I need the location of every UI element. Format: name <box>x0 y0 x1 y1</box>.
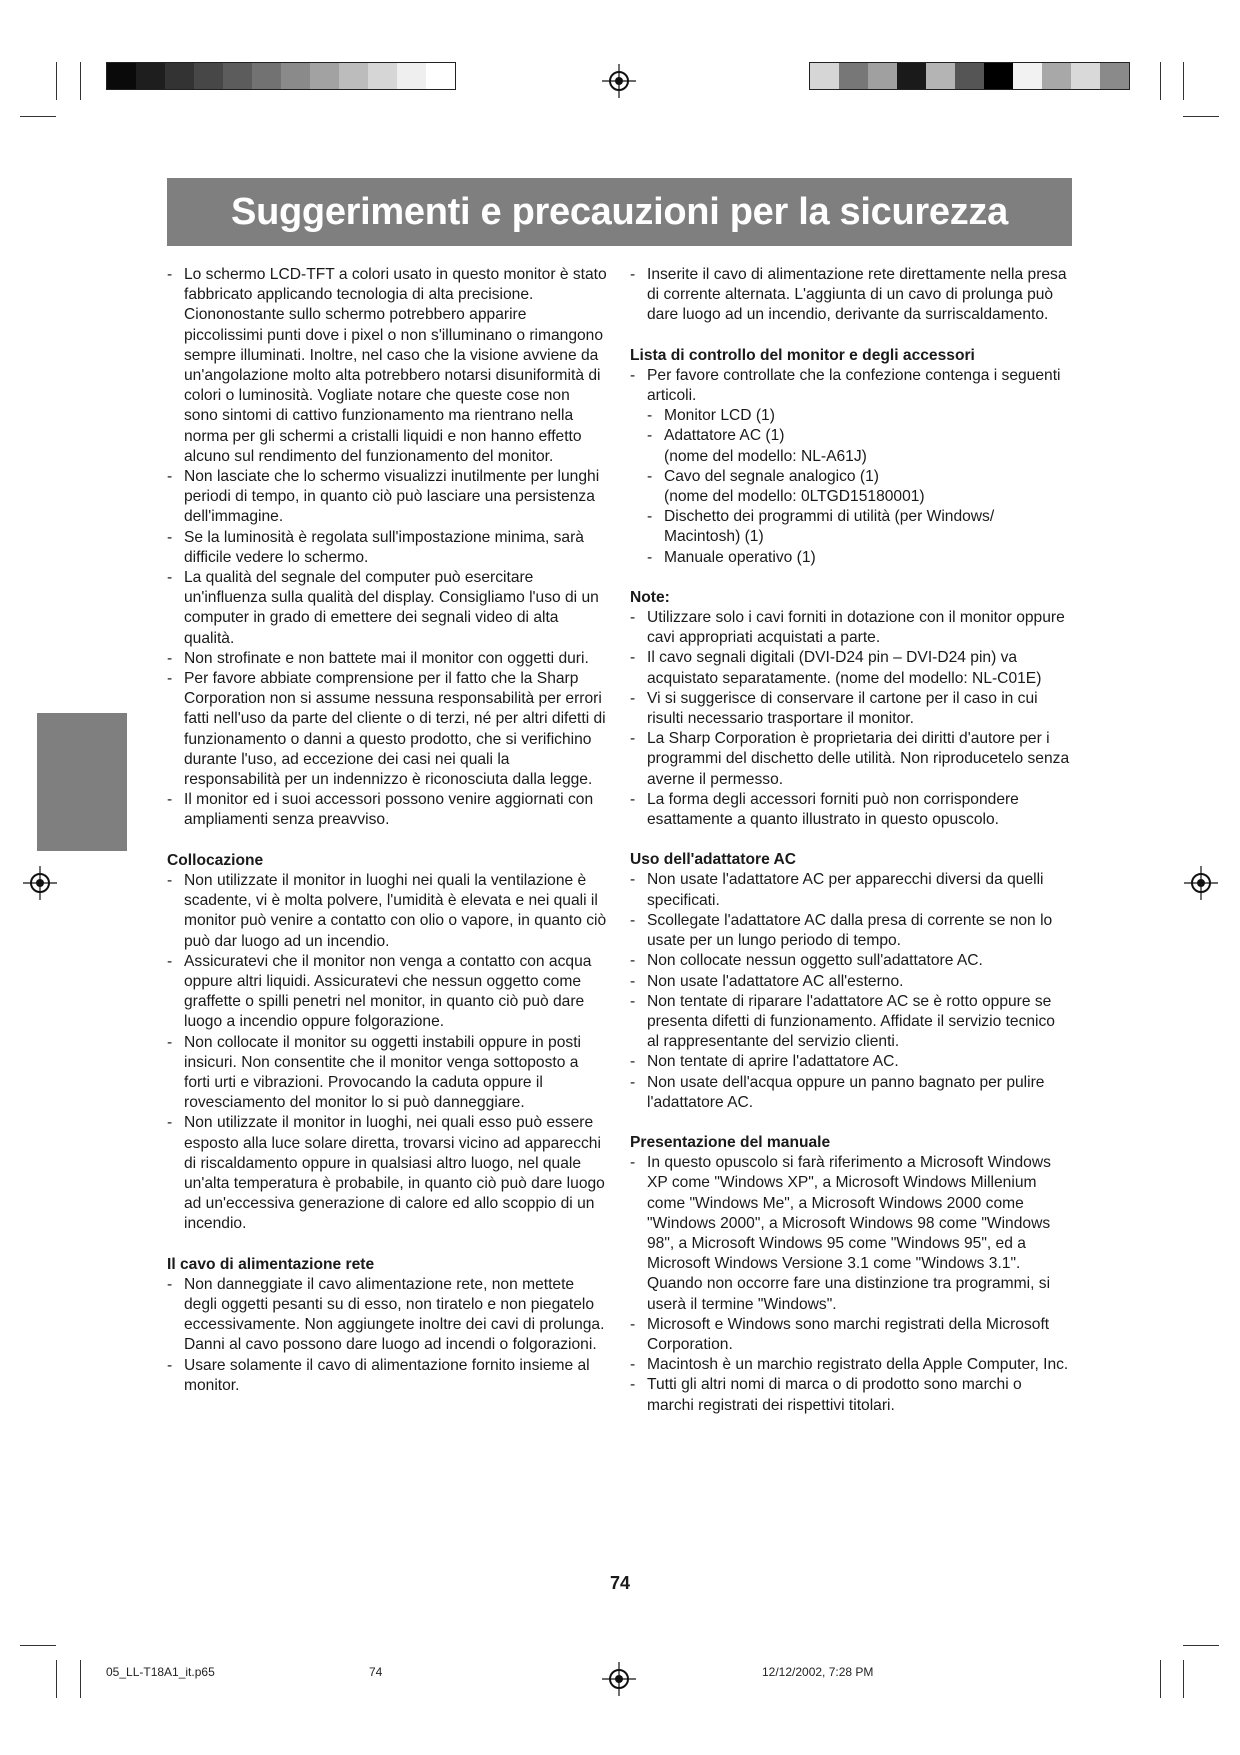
list-item: - Macintosh è un marchio registrato della Apple Computer, Inc. <box>630 1355 1070 1375</box>
title-bar <box>167 178 1072 246</box>
footer-timestamp: 12/12/2002, 7:28 PM <box>762 1665 874 1679</box>
crop-mark <box>56 62 57 100</box>
section-heading-cavo: Il cavo di alimentazione rete <box>167 1255 375 1273</box>
list-item: - Non collocate nessun oggetto sull'adattatore AC. <box>630 951 1070 971</box>
list-item: - Non tentate di riparare l'adattatore AC se è rotto oppure se presenta difetti di funzionamento. Affidate il servizio tecnico al rappresentante del servizio clienti. <box>630 992 1070 1053</box>
list-item: - Per favore abbiate comprensione per il fatto che la Sharp Corporation non si assume nessuna responsabilità per errori fatti nell'uso da parte del cliente o di terzi, né per altri difetti di funzionamento o danni a questo prodotto, che si verifichino durante l'uso, ad eccezione dei casi nei quali la responsabilità per un indennizzo è riconosciuta dalla legge. <box>167 669 607 790</box>
list-item: - Tutti gli altri nomi di marca o di prodotto sono marchi o marchi registrati dei rispettivi titolari. <box>630 1375 1070 1415</box>
intro-list <box>630 265 1070 326</box>
checklist-item-note: (nome del modello: NL-A61J) <box>664 447 867 465</box>
checklist-item-label: Monitor LCD (1) <box>664 407 775 425</box>
calibration-swatch <box>897 63 926 89</box>
list-item: - Se la luminosità è regolata sull'impostazione minima, sarà difficile vedere lo schermo. <box>167 528 607 568</box>
registration-mark-icon <box>1184 866 1218 900</box>
checklist-items <box>647 406 1070 568</box>
crop-mark <box>1183 1645 1219 1646</box>
list-item: - Non strofinate e non battete mai il monitor con oggetti duri. <box>167 649 607 669</box>
checklist-item-note: (nome del modello: 0LTGD15180001) <box>664 488 925 506</box>
list-item: - Usare solamente il cavo di alimentazione fornito insieme al monitor. <box>167 1356 607 1396</box>
list-item: - La Sharp Corporation è proprietaria dei diritti d'autore per i programmi del dischetto delle utilità. Non riproducetelo senza averne il permesso. <box>630 729 1070 790</box>
calibration-bar-right <box>809 62 1130 90</box>
calibration-swatch <box>281 63 310 89</box>
intro-list <box>167 265 607 831</box>
calibration-swatch <box>1013 63 1042 89</box>
calibration-swatch <box>868 63 897 89</box>
calibration-swatch <box>426 63 455 89</box>
list-item: - Non usate l'adattatore AC per apparecchi diversi da quelli specificati. <box>630 870 1070 910</box>
presentazione-list <box>630 1153 1070 1416</box>
page-title: Suggerimenti e precauzioni per la sicurezza <box>231 190 1008 233</box>
list-item: - In questo opuscolo si farà riferimento a Microsoft Windows XP come "Windows XP", a Microsoft Windows Millenium come "Windows Me", a Microsoft Windows 2000 come "Windows 2000", a Microsoft Windows 98 come "Windows 98", a Microsoft Windows 95 come "Windows 95", ed a Microsoft Windows Versione 3.1 come "Windows 3.1". Quando non occorre fare una distinzione tra programmi, si userà il termine "Windows". <box>630 1153 1070 1315</box>
list-item: - Il cavo segnali digitali (DVI-D24 pin – DVI-D24 pin) va acquistato separatamente. (nome del modello: NL-C01E) <box>630 648 1070 688</box>
calibration-swatch <box>955 63 984 89</box>
crop-mark <box>80 1660 81 1698</box>
crop-mark <box>1183 116 1219 117</box>
checklist-item <box>647 467 1070 507</box>
calibration-swatch <box>1042 63 1071 89</box>
list-item: - Assicuratevi che il monitor non venga a contatto con acqua oppure altri liquidi. Assicuratevi che nessun oggetto come graffette o spilli penetri nel monitor, in quanto ciò può dare luogo a incendio oppure folgorazione. <box>167 952 607 1033</box>
crop-mark <box>20 116 56 117</box>
side-tab-marker <box>37 713 127 851</box>
list-item: - La forma degli accessori forniti può non corrispondere esattamente a quanto illustrato in questo opuscolo. <box>630 790 1070 830</box>
list-item: - Non utilizzate il monitor in luoghi nei quali la ventilazione è scadente, vi è molta polvere, l'umidità è elevata e nei quali il monitor può venire a contatto con olio o vapore, in quanto ciò può dar luogo ad un incendio. <box>167 871 607 952</box>
calibration-swatch <box>397 63 426 89</box>
list-item <box>630 366 1070 568</box>
checklist-item-label: Adattatore AC (1) <box>664 427 785 445</box>
checklist-list <box>630 366 1070 568</box>
list-item: - Non usate dell'acqua oppure un panno bagnato per pulire l'adattatore AC. <box>630 1073 1070 1113</box>
section-heading-checklist: Lista di controllo del monitor e degli accessori <box>630 346 975 364</box>
calibration-swatch <box>194 63 223 89</box>
checklist-item-label: Cavo del segnale analogico (1) <box>664 467 879 485</box>
right-column <box>630 265 1070 1416</box>
registration-mark-icon <box>602 1662 636 1696</box>
checklist-item <box>647 406 1070 426</box>
list-item: - La qualità del segnale del computer può esercitare un'influenza sulla qualità del display. Consigliamo l'uso di un computer in grado di emettere dei segnali video di alta qualità. <box>167 568 607 649</box>
list-item: - Non usate l'adattatore AC all'esterno. <box>630 972 1070 992</box>
collocazione-list <box>167 871 607 1235</box>
list-item: - Il monitor ed i suoi accessori possono venire aggiornati con ampliamenti senza preavviso. <box>167 790 607 830</box>
registration-mark-icon <box>602 64 636 98</box>
list-item: - Non danneggiate il cavo alimentazione rete, non mettete degli oggetti pesanti su di esso, non tiratelo e non piegatelo eccessivamente. Non aggiungete inoltre dei cavi di prolunga. Danni al cavo possono dare luogo ad incendi o folgorazioni. <box>167 1275 607 1356</box>
calibration-swatch <box>223 63 252 89</box>
list-item: - Vi si suggerisce di conservare il cartone per il caso in cui risulti necessario trasportare il monitor. <box>630 689 1070 729</box>
checklist-item <box>647 548 1070 568</box>
list-item: - Non lasciate che lo schermo visualizzi inutilmente per lunghi periodi di tempo, in quanto ciò può lasciare una persistenza dell'immagine. <box>167 467 607 528</box>
footer-file: 05_LL-T18A1_it.p65 <box>106 1665 215 1679</box>
calibration-swatch <box>107 63 136 89</box>
calibration-bar-left <box>106 62 456 90</box>
checklist-item-label: Manuale operativo (1) <box>664 548 816 566</box>
calibration-swatch <box>310 63 339 89</box>
list-item: - Scollegate l'adattatore AC dalla presa di corrente se non lo usate per un lungo periodo di tempo. <box>630 911 1070 951</box>
crop-mark <box>80 62 81 100</box>
calibration-swatch <box>339 63 368 89</box>
adattatore-list <box>630 870 1070 1112</box>
list-item: - Inserite il cavo di alimentazione rete direttamente nella presa di corrente alternata. L'aggiunta di un cavo di prolunga può dare luogo ad un incendio, derivante da surriscaldamento. <box>630 265 1070 326</box>
left-column <box>167 265 607 1396</box>
section-heading-note: Note: <box>630 588 670 606</box>
footer-page: 74 <box>369 1665 383 1679</box>
calibration-swatch <box>839 63 868 89</box>
crop-mark <box>1183 1660 1184 1698</box>
section-heading-presentazione: Presentazione del manuale <box>630 1133 831 1151</box>
registration-mark-icon <box>23 866 57 900</box>
checklist-item-label: Dischetto dei programmi di utilità (per Windows/ Macintosh) (1) <box>664 508 995 546</box>
calibration-swatch <box>1100 63 1129 89</box>
note-list <box>630 608 1070 830</box>
calibration-swatch <box>810 63 839 89</box>
list-item: - Non tentate di aprire l'adattatore AC. <box>630 1052 1070 1072</box>
crop-mark <box>1160 1660 1161 1698</box>
calibration-swatch <box>368 63 397 89</box>
cavo-list <box>167 1275 607 1396</box>
crop-mark <box>56 1660 57 1698</box>
calibration-swatch <box>252 63 281 89</box>
calibration-swatch <box>926 63 955 89</box>
list-item: - Non collocate il monitor su oggetti instabili oppure in posti insicuri. Non consentite che il monitor venga sottoposto a forti urti e vibrazioni. Provocando la caduta oppure il rovesciamento del monitor lo si può danneggiare. <box>167 1033 607 1114</box>
checklist-item <box>647 507 1070 547</box>
calibration-swatch <box>136 63 165 89</box>
crop-mark <box>1183 62 1184 100</box>
calibration-swatch <box>1071 63 1100 89</box>
crop-mark <box>1160 62 1161 100</box>
checklist-item <box>647 426 1070 466</box>
list-item: - Utilizzare solo i cavi forniti in dotazione con il monitor oppure cavi appropriati acquistati a parte. <box>630 608 1070 648</box>
list-item: - Microsoft e Windows sono marchi registrati della Microsoft Corporation. <box>630 1315 1070 1355</box>
crop-mark <box>20 1645 56 1646</box>
list-item: - Non utilizzate il monitor in luoghi, nei quali esso può essere esposto alla luce solare diretta, trovarsi vicino ad apparecchi di riscaldamento oppure in qualsiasi altro luogo, nel quale un'alta temperatura è probabile, in quanto ciò può dare luogo ad un'eccessiva generazione di calore ed allo scoppio di un incendio. <box>167 1113 607 1234</box>
section-heading-collocazione: Collocazione <box>167 851 264 869</box>
calibration-swatch <box>165 63 194 89</box>
checklist-lead: Per favore controllate che la confezione contenga i seguenti articoli. <box>647 366 1061 405</box>
page-number: 74 <box>609 1573 631 1593</box>
calibration-swatch <box>984 63 1013 89</box>
section-heading-adattatore: Uso dell'adattatore AC <box>630 851 797 869</box>
list-item: - Lo schermo LCD-TFT a colori usato in questo monitor è stato fabbricato applicando tecnologia di alta precisione. Ciononostante sullo schermo potrebbero apparire piccolissimi punti dove i pixel o non s'illuminano o rimangono sempre illuminati. Inoltre, nel caso che la visione avviene da un'angolazione molto alta potrebbero notarsi disuniformità di colori o luminosità. Vogliate notare che queste cose non sono sintomi di cattivo funzionamento ma rientrano nella norma per gli schermi a cristalli liquidi e non hanno effetto alcuno sul rendimento del funzionamento del monitor. <box>167 265 607 467</box>
